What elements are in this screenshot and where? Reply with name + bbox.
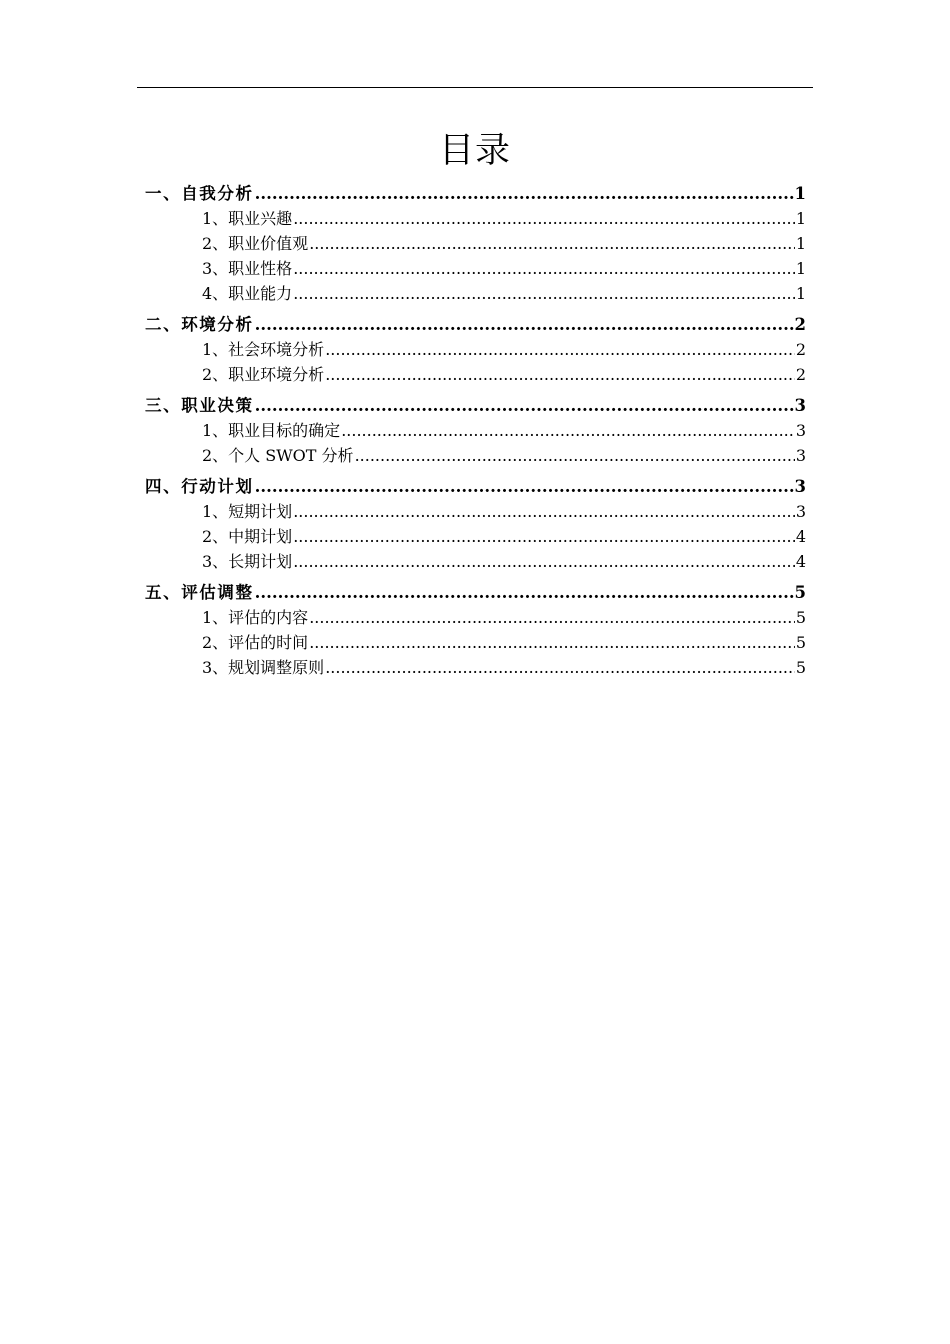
- toc-section: [145, 579, 806, 680]
- toc-entry-label: 五、评估调整: [145, 583, 254, 602]
- toc-page-number: 5: [795, 658, 806, 677]
- toc-page-number: 3: [795, 446, 806, 465]
- toc-subsection-entry[interactable]: [145, 499, 806, 524]
- toc-dot-leader: [341, 421, 795, 440]
- toc-section-entry[interactable]: [145, 180, 806, 206]
- toc-page-number: 1: [795, 234, 806, 253]
- toc-page-number: 1: [795, 209, 806, 228]
- toc-dot-leader: [255, 396, 794, 415]
- toc-dot-leader: [255, 583, 794, 602]
- toc-entry-label: 1、评估的内容: [202, 608, 309, 627]
- toc-entry-label: 2、职业价值观: [202, 234, 309, 253]
- toc-page-number: 1: [795, 259, 806, 278]
- toc-dot-leader: [309, 234, 795, 253]
- toc-entry-label: 1、职业兴趣: [202, 209, 293, 228]
- toc-subsection-entry[interactable]: [145, 605, 806, 630]
- page-title: 目录: [438, 131, 511, 171]
- toc-subsection-entry[interactable]: [145, 231, 806, 256]
- toc-entry-label: 2、职业环境分析: [202, 365, 325, 384]
- toc-entry-label: 一、自我分析: [145, 184, 254, 203]
- toc-dot-leader: [293, 527, 795, 546]
- toc-section-entry[interactable]: [145, 473, 806, 499]
- toc-subsection-entry[interactable]: [145, 281, 806, 306]
- toc-subsection-entry[interactable]: [145, 362, 806, 387]
- toc-page-number: 3: [794, 396, 806, 415]
- toc-section: [145, 473, 806, 574]
- toc-page-number: 5: [794, 583, 806, 602]
- toc-entry-label: 2、个人 SWOT 分析: [202, 446, 354, 465]
- toc-dot-leader: [293, 209, 795, 228]
- toc-section: [145, 392, 806, 468]
- toc-page-number: 3: [795, 421, 806, 440]
- toc-subsection-entry[interactable]: [145, 418, 806, 443]
- toc-dot-leader: [309, 608, 795, 627]
- toc-entry-label: 3、规划调整原则: [202, 658, 325, 677]
- toc-subsection-entry[interactable]: [145, 524, 806, 549]
- toc-page-number: 5: [795, 633, 806, 652]
- toc-entry-label: 4、职业能力: [202, 284, 293, 303]
- toc-page-number: 4: [795, 552, 806, 571]
- toc-section-entry[interactable]: [145, 579, 806, 605]
- header-rule: [137, 87, 813, 88]
- toc-entry-label: 1、短期计划: [202, 502, 293, 521]
- toc-entry-label: 三、职业决策: [145, 396, 254, 415]
- toc-dot-leader: [293, 284, 795, 303]
- toc-subsection-entry[interactable]: [145, 443, 806, 468]
- toc-entry-label: 2、评估的时间: [202, 633, 309, 652]
- toc-section: [145, 311, 806, 387]
- toc-dot-leader: [293, 552, 795, 571]
- toc-section-entry[interactable]: [145, 392, 806, 418]
- toc-dot-leader: [255, 477, 794, 496]
- toc-page-number: 2: [795, 365, 806, 384]
- toc-subsection-entry[interactable]: [145, 206, 806, 231]
- toc-entry-label: 3、长期计划: [202, 552, 293, 571]
- toc-entry-label: 1、职业目标的确定: [202, 421, 341, 440]
- toc-dot-leader: [255, 315, 794, 334]
- toc-dot-leader: [309, 633, 795, 652]
- toc-dot-leader: [325, 340, 795, 359]
- toc-entry-label: 四、行动计划: [145, 477, 254, 496]
- toc-page-number: 1: [795, 284, 806, 303]
- toc-dot-leader: [325, 658, 795, 677]
- toc-entry-label: 2、中期计划: [202, 527, 293, 546]
- table-of-contents: [145, 180, 806, 680]
- toc-subsection-entry[interactable]: [145, 655, 806, 680]
- toc-page-number: 1: [794, 184, 806, 203]
- toc-page-number: 3: [795, 502, 806, 521]
- toc-page-number: 4: [795, 527, 806, 546]
- toc-dot-leader: [355, 446, 795, 465]
- toc-page-number: 2: [794, 315, 806, 334]
- toc-page-number: 3: [794, 477, 806, 496]
- toc-dot-leader: [293, 502, 795, 521]
- toc-page-number: 2: [795, 340, 806, 359]
- toc-subsection-entry[interactable]: [145, 256, 806, 281]
- toc-dot-leader: [325, 365, 795, 384]
- toc-page-number: 5: [795, 608, 806, 627]
- toc-entry-label: 3、职业性格: [202, 259, 293, 278]
- toc-subsection-entry[interactable]: [145, 630, 806, 655]
- toc-entry-label: 1、社会环境分析: [202, 340, 325, 359]
- toc-section: [145, 180, 806, 306]
- toc-subsection-entry[interactable]: [145, 337, 806, 362]
- toc-section-entry[interactable]: [145, 311, 806, 337]
- toc-dot-leader: [255, 184, 794, 203]
- toc-entry-label: 二、环境分析: [145, 315, 254, 334]
- toc-dot-leader: [293, 259, 795, 278]
- toc-subsection-entry[interactable]: [145, 549, 806, 574]
